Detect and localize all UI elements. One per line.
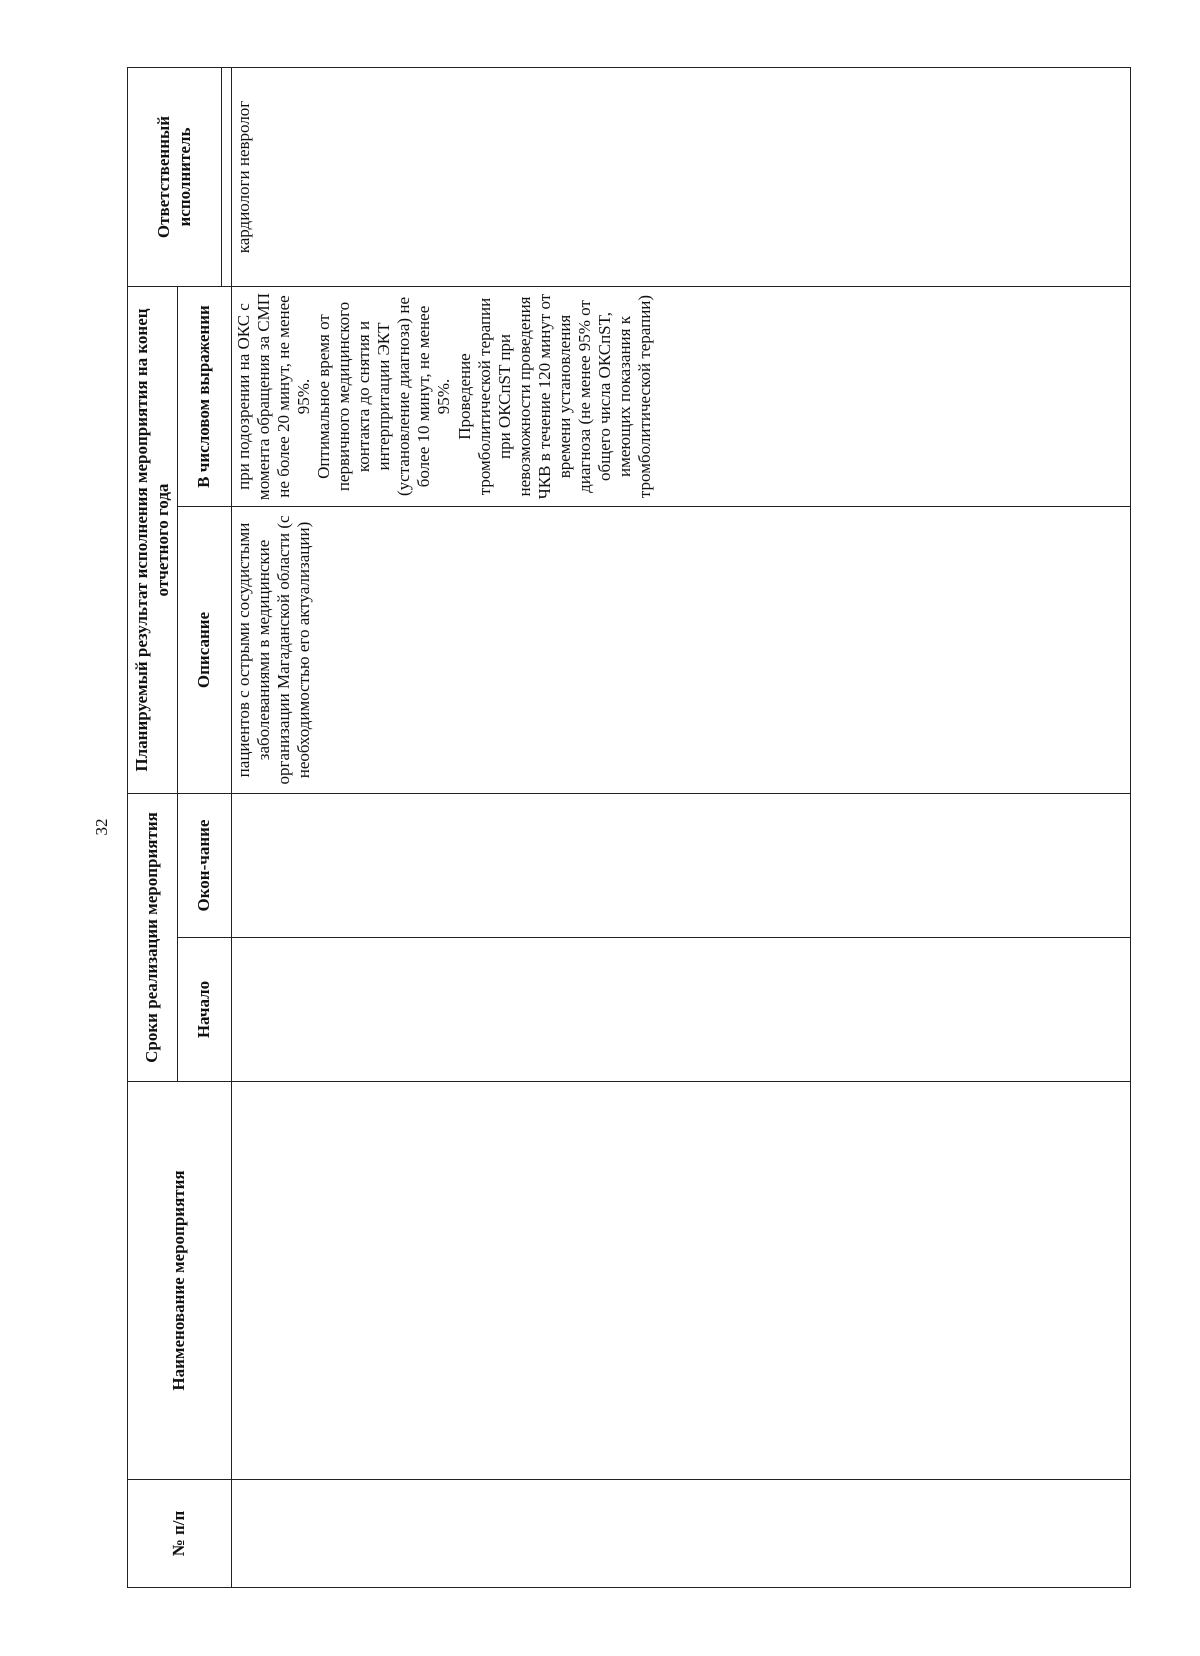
header-row-1: [128, 68, 178, 1588]
cell-numeric: [232, 287, 1131, 507]
table-row: [232, 68, 1131, 1588]
header-num: № п/п: [128, 1480, 232, 1588]
header-terms: Сроки реализации мероприятия: [128, 794, 178, 1082]
header-description: Описание: [178, 507, 232, 794]
cell-responsible: кардиологи невролог: [232, 68, 1131, 287]
cell-end: [232, 794, 1131, 938]
numeric-paragraph-2: Оптимальное время от первичного медицинского контакта до снятия и интерпритации ЭКТ (установление диагноза) не более 10 минут, не менее 95%.: [314, 297, 454, 496]
header-start: Начало: [178, 938, 232, 1082]
cell-start: [232, 938, 1131, 1082]
header-numeric: В числовом выражении: [178, 287, 232, 507]
cell-description: пациентов с острыми сосудистыми заболеваниями в медицинские организации Магаданской области (с необходимостью его актуализации): [232, 507, 1131, 794]
page-number: 32: [92, 818, 111, 836]
cell-num: [232, 1480, 1131, 1588]
numeric-paragraph-3: Проведение тромболитической терапии при ОКСпST при невозможности проведения ЧКВ в течение 120 минут от времени установления диагноза (не менее 95% от общего числа ОКСпST, имеющих показания к тромболитической терапии): [454, 293, 654, 500]
cell-name: [232, 1082, 1131, 1480]
measures-table: [127, 67, 1131, 1588]
rotated-table-wrapper: [127, 68, 1131, 1588]
header-result: Планируемый результат исполнения мероприятия на конец отчетного года: [128, 287, 178, 794]
numeric-paragraph-1: при подозрении на ОКС с момента обращения за СМП не более 20 минут, не менее 95%.: [234, 292, 314, 501]
header-responsible-sub: [222, 68, 232, 287]
header-name: Наименование мероприятия: [128, 1082, 232, 1480]
header-end: Окон-чание: [178, 794, 232, 938]
header-responsible: Ответственный исполнитель: [128, 68, 222, 287]
